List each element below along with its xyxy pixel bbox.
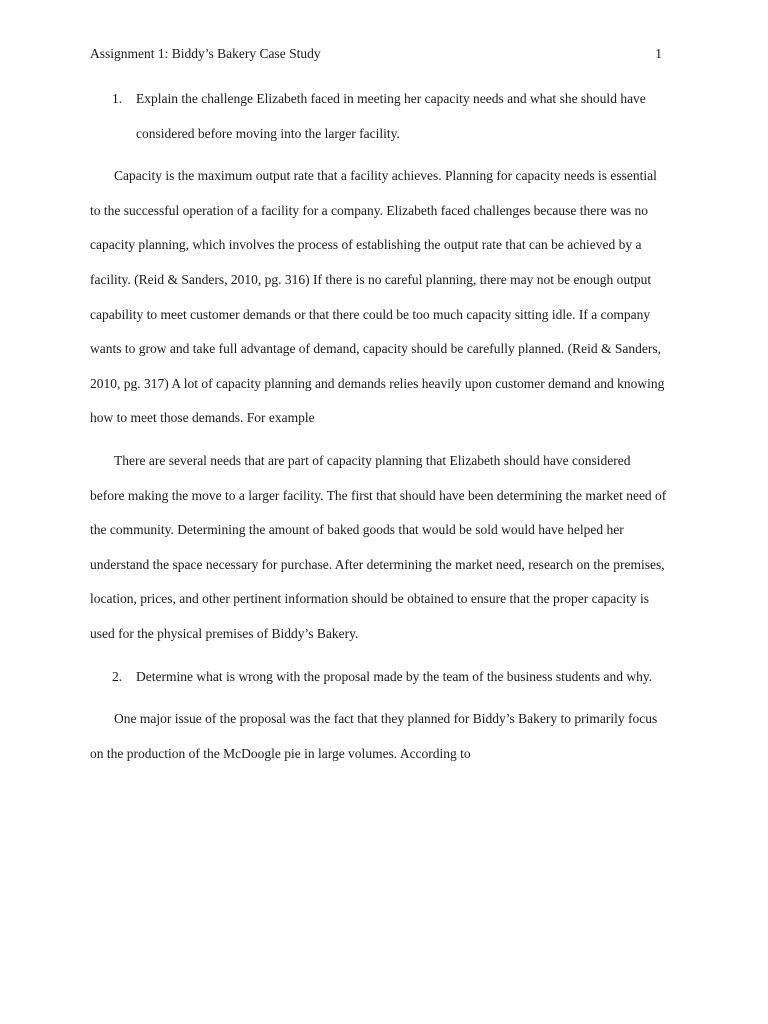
answer-paragraph: Capacity is the maximum output rate that a facility achieves. Planning for capacity needs is essential to the successful operation of a facility for a company. Elizabeth faced challenges because there was no capacity planning, which involves the process of establishing the output rate that can be achieved by a facility. (Reid & Sanders, 2010, pg. 316) If there is no careful planning, there may not be enough output capability to meet customer demands or that there could be too much capacity sitting idle. If a company wants to grow and take full advantage of demand, capacity should be carefully planned. (Reid & Sanders, 2010, pg. 317) A lot of capacity planning and demands relies heavily upon customer demand and knowing how to meet those demands. For example — [90, 168, 665, 426]
question-2 — [90, 660, 668, 695]
header-title: Assignment 1: Biddy’s Bakery Case Study — [90, 46, 321, 61]
question-number: 1. — [112, 91, 123, 106]
running-header — [90, 46, 662, 66]
page-number: 1 — [655, 46, 662, 61]
answer-paragraph: One major issue of the proposal was the fact that they planned for Biddy’s Bakery to primarily focus on the production of the McDoogle pie in large volumes. According to — [90, 711, 658, 761]
question-text: Explain the challenge Elizabeth faced in meeting her capacity needs and what she should have considered before moving into the larger facility. — [136, 91, 646, 141]
question-1 — [90, 82, 668, 151]
question-number: 2. — [112, 668, 123, 684]
answer-paragraph: There are several needs that are part of capacity planning that Elizabeth should have considered before making the move to a larger facility. The first that should have been determining the market need of the community. Determining the amount of baked goods that would be sold would have helped her understand the space necessary for purchase. After determining the market need, research on the premises, location, prices, and other pertinent information should be obtained to ensure that the proper capacity is used for the physical premises of Biddy’s Bakery. — [90, 452, 667, 641]
question-text: Determine what is wrong with the proposal made by the team of the business students and why. — [136, 668, 653, 684]
document-body — [90, 82, 668, 779]
